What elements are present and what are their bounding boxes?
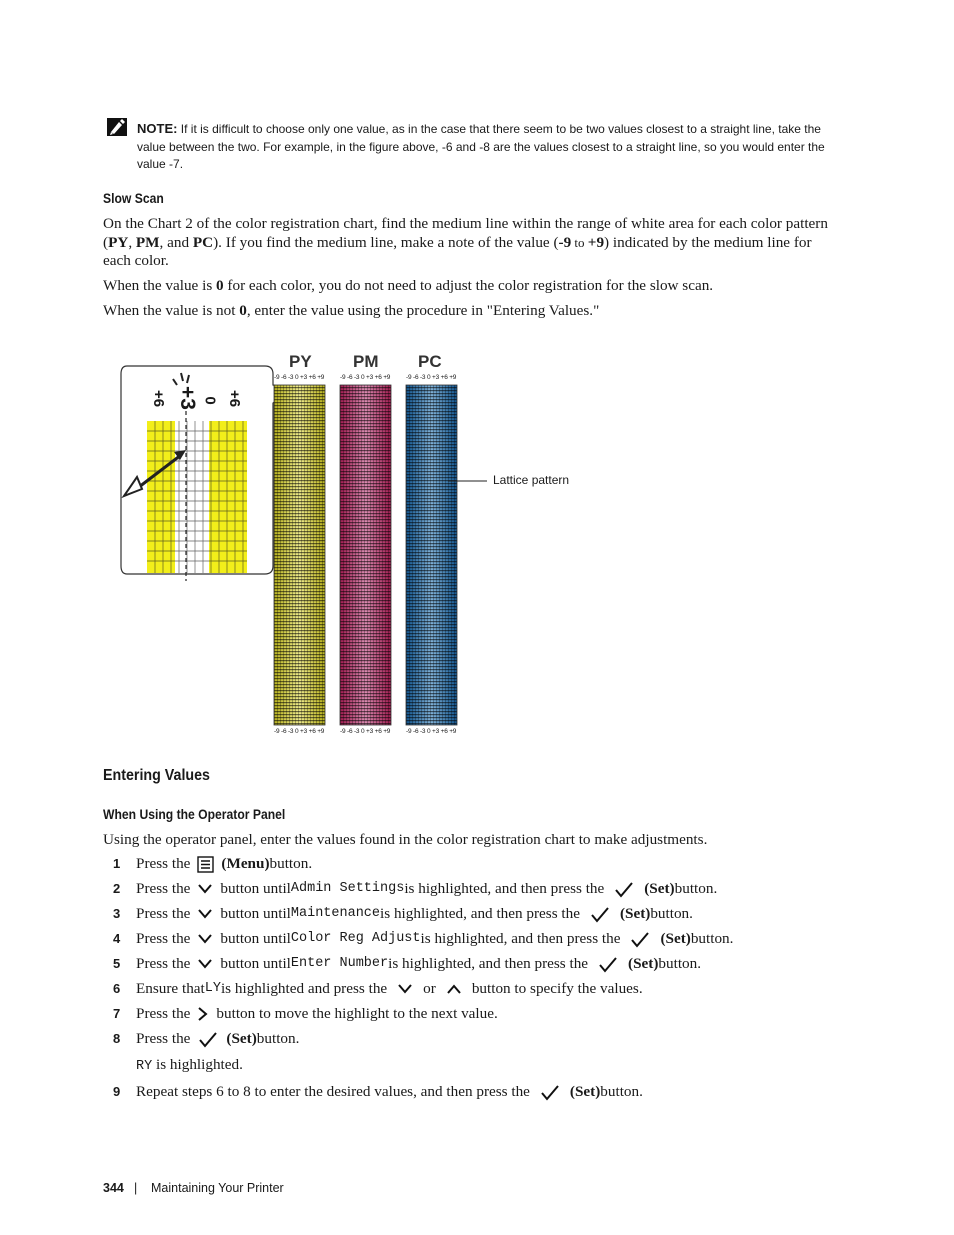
zoom-tick-4: +6 (226, 389, 244, 408)
step-5: 5 Press the button until Enter Number is highlighted, and then press the (Set) button. (113, 955, 702, 972)
strip-label-pc: PC (418, 352, 442, 371)
checkmark-icon (540, 1084, 560, 1101)
menu-icon (197, 856, 214, 873)
checkmark-icon (598, 956, 618, 973)
note-pencil-icon (107, 118, 127, 141)
step-8-result: RY is highlighted. (136, 1056, 243, 1074)
zoom-tick-3: 0 (201, 396, 219, 405)
page-number: 344 (103, 1181, 124, 1195)
footer-separator: | (134, 1181, 138, 1195)
checkmark-icon (614, 881, 634, 898)
step-6: 6 Ensure that LY is highlighted and press the or button to specify the values. (113, 980, 643, 997)
strip-pc (406, 385, 457, 725)
note-text: NOTE: If it is difficult to choose only one value, as in the case that there seem to be two values closest to a straight line, take the value between the two. For example, in the figure above, -6 and -8 are the values closest to a straight line, so you would enter the value -7. (137, 121, 825, 171)
zoom-tick-2: +3 (175, 386, 199, 410)
chevron-down-icon (197, 908, 213, 920)
chevron-down-icon (197, 883, 213, 895)
step-2: 2 Press the button until Admin Settings is highlighted, and then press the (Set) button. (113, 880, 718, 897)
strip-py (274, 385, 325, 725)
step-8: 8 Press the (Set) button. (113, 1030, 300, 1047)
pm-scale-top: -9 -6 -3 0 +3 +6 +9 (340, 374, 391, 381)
slow-scan-paragraph-2: When the value is 0 for each color, you do not need to adjust the color registration for the slow scan. (103, 277, 714, 294)
entering-intro: Using the operator panel, enter the values found in the color registration chart to make adjustments. (103, 831, 708, 848)
strip-pm (340, 385, 391, 725)
chevron-down-icon (197, 958, 213, 970)
step-7: 7 Press the button to move the highlight to the next value. (113, 1005, 498, 1022)
step-3: 3 Press the button until Maintenance is highlighted, and then press the (Set) button. (113, 905, 693, 922)
slow-scan-paragraph-3: When the value is not 0, enter the value using the procedure in "Entering Values." (103, 302, 600, 319)
step-1: 1 Press the (Menu) button. (113, 855, 313, 872)
chevron-up-icon (446, 983, 462, 995)
strip-label-py: PY (289, 352, 312, 371)
entering-values-heading: Entering Values (103, 767, 210, 784)
py-scale-top: -9 -6 -3 0 +3 +6 +9 (274, 374, 325, 381)
chevron-down-icon (197, 933, 213, 945)
footer-title: Maintaining Your Printer (151, 1181, 284, 1195)
step-9: 9 Repeat steps 6 to 8 to enter the desired values, and then press the (Set) button. (113, 1083, 643, 1100)
zoom-tick-1: +6 (150, 389, 168, 408)
pc-scale-bottom: -9 -6 -3 0 +3 +6 +9 (406, 728, 457, 735)
checkmark-icon (198, 1031, 218, 1048)
strip-label-pm: PM (353, 352, 379, 371)
operator-panel-subheading: When Using the Operator Panel (103, 807, 286, 822)
checkmark-icon (630, 931, 650, 948)
pc-scale-top: -9 -6 -3 0 +3 +6 +9 (406, 374, 457, 381)
chevron-down-icon (397, 983, 413, 995)
pm-scale-bottom: -9 -6 -3 0 +3 +6 +9 (340, 728, 391, 735)
py-scale-bottom: -9 -6 -3 0 +3 +6 +9 (274, 728, 325, 735)
checkmark-icon (590, 906, 610, 923)
slow-scan-heading: Slow Scan (103, 191, 164, 206)
note-label: NOTE: (137, 121, 178, 136)
step-4: 4 Press the button until Color Reg Adjust is highlighted, and then press the (Set) button. (113, 930, 734, 947)
lattice-pattern-callout: Lattice pattern (493, 473, 570, 487)
slow-scan-paragraph-1: On the Chart 2 of the color registration chart, find the medium line within the range of white area for each color pattern (PY, PM, and PC). If you find the medium line, make a note of the value (-9 to +9) indicated by the medium line for each color. (103, 215, 828, 269)
chevron-right-icon (197, 1006, 209, 1022)
